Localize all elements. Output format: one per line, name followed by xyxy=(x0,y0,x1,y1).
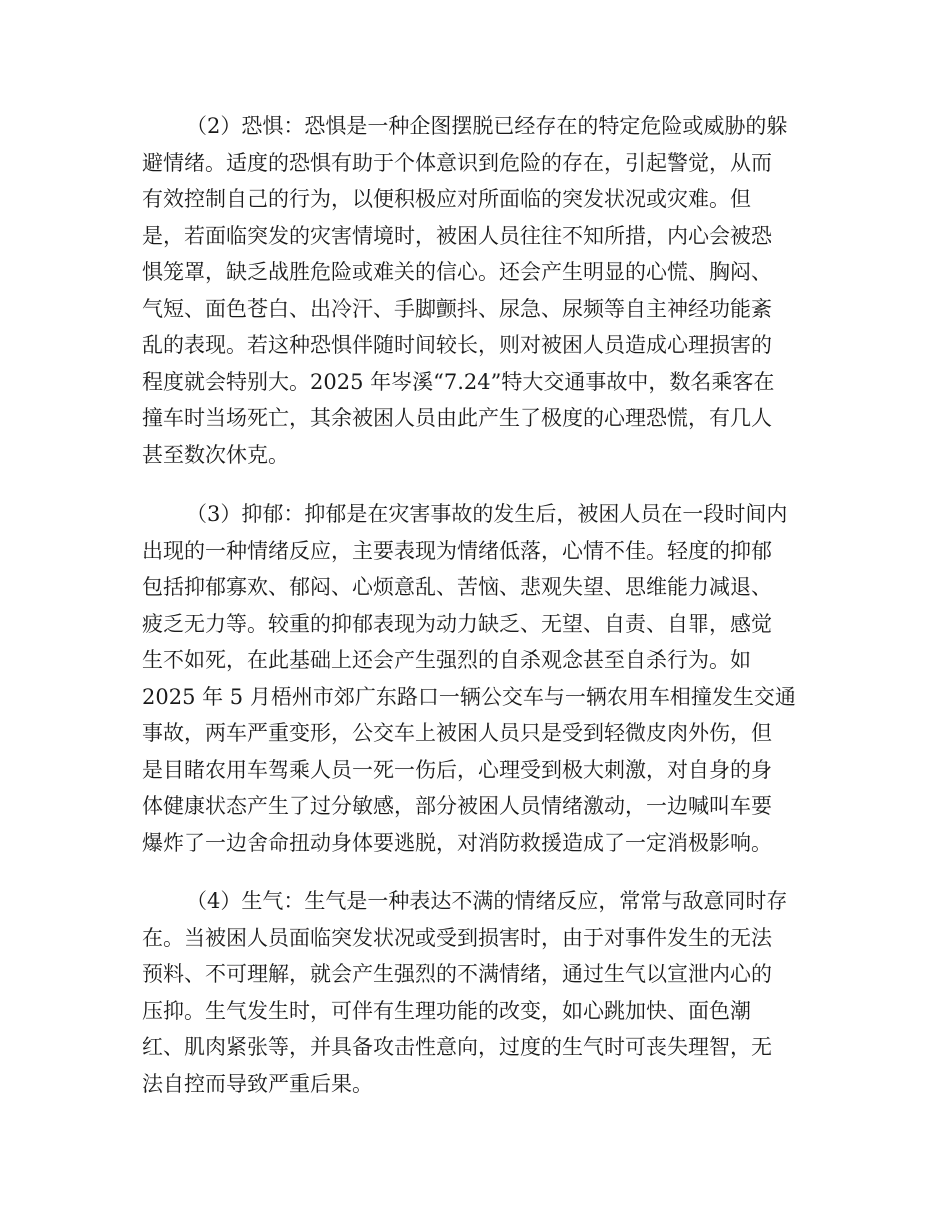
text-line: 在。当被困人员面临突发状况或受到损害时，由于对事件发生的无法 xyxy=(142,925,772,950)
text-line: 气短、面色苍白、出冷汗、手脚颤抖、尿急、尿频等自主神经功能紊 xyxy=(142,296,772,321)
text-line: 压抑。生气发生时，可伴有生理功能的改变，如心跳加快、面色潮 xyxy=(142,998,751,1023)
text-line: 出现的一种情绪反应，主要表现为情绪低落，心情不佳。轻度的抑郁 xyxy=(142,538,772,563)
text-line: 疲乏无力等。较重的抑郁表现为动力缺乏、无望、自责、自罪，感觉 xyxy=(142,611,772,636)
text-line: 预料、不可理解，就会产生强烈的不满情绪，通过生气以宣泄内心的 xyxy=(142,962,772,986)
text-line: 甚至数次休克。 xyxy=(142,442,289,467)
text-line: （3）抑郁：抑郁是在灾害事故的发生后，被困人员在一段时间内 xyxy=(186,502,788,526)
text-line: 乱的表现。若这种恐惧伴随时间较长，则对被困人员造成心理损害的 xyxy=(142,333,772,357)
paragraph-fear xyxy=(142,108,822,473)
text-line: 有效控制自己的行为，以便积极应对所面临的突发状况或灾难。但 xyxy=(142,187,751,211)
text-line: 体健康状态产生了过分敏感，部分被困人员情绪激动，一边喊叫车要 xyxy=(142,794,772,818)
text-line: 生不如死，在此基础上还会产生强烈的自杀观念甚至自杀行为。如 xyxy=(142,648,751,672)
text-line: 撞车时当场死亡，其余被困人员由此产生了极度的心理恐慌，有几人 xyxy=(142,406,772,430)
text-line: 红、肌肉紧张等，并具备攻击性意向，过度的生气时可丧失理智，无 xyxy=(142,1035,772,1059)
text-line: （4）生气：生气是一种表达不满的情绪反应，常常与敌意同时存 xyxy=(186,889,788,913)
text-line: （2）恐惧：恐惧是一种企图摆脱已经存在的特定危险或威胁的躲 xyxy=(186,114,788,138)
text-line: 是，若面临突发的灾害情境时，被困人员往往不知所措，内心会被恐 xyxy=(142,223,772,248)
paragraph-depression xyxy=(142,496,822,861)
text-line: 2025 年 5 月梧州市郊广东路口一辆公交车与一辆农用车相撞发生交通 xyxy=(142,684,796,709)
text-line: 包括抑郁寡欢、郁闷、心烦意乱、苦恼、悲观失望、思维能力减退、 xyxy=(142,575,772,599)
text-line: 避情绪。适度的恐惧有助于个体意识到危险的存在，引起警觉，从而 xyxy=(142,150,772,175)
text-line: 法自控而导致严重后果。 xyxy=(142,1071,373,1096)
paragraph-anger xyxy=(142,883,822,1102)
text-line: 事故，两车严重变形，公交车上被困人员只是受到轻微皮肉外伤，但 xyxy=(142,721,772,745)
text-line: 是目睹农用车驾乘人员一死一伤后，心理受到极大刺激，对自身的身 xyxy=(142,757,772,782)
text-line: 爆炸了一边舍命扭动身体要逃脱，对消防救援造成了一定消极影响。 xyxy=(142,830,772,855)
text-line: 惧笼罩，缺乏战胜危险或难关的信心。还会产生明显的心慌、胸闷、 xyxy=(142,260,772,284)
text-line: 程度就会特别大。2025 年岑溪“7.24”特大交通事故中，数名乘客在 xyxy=(142,369,775,394)
